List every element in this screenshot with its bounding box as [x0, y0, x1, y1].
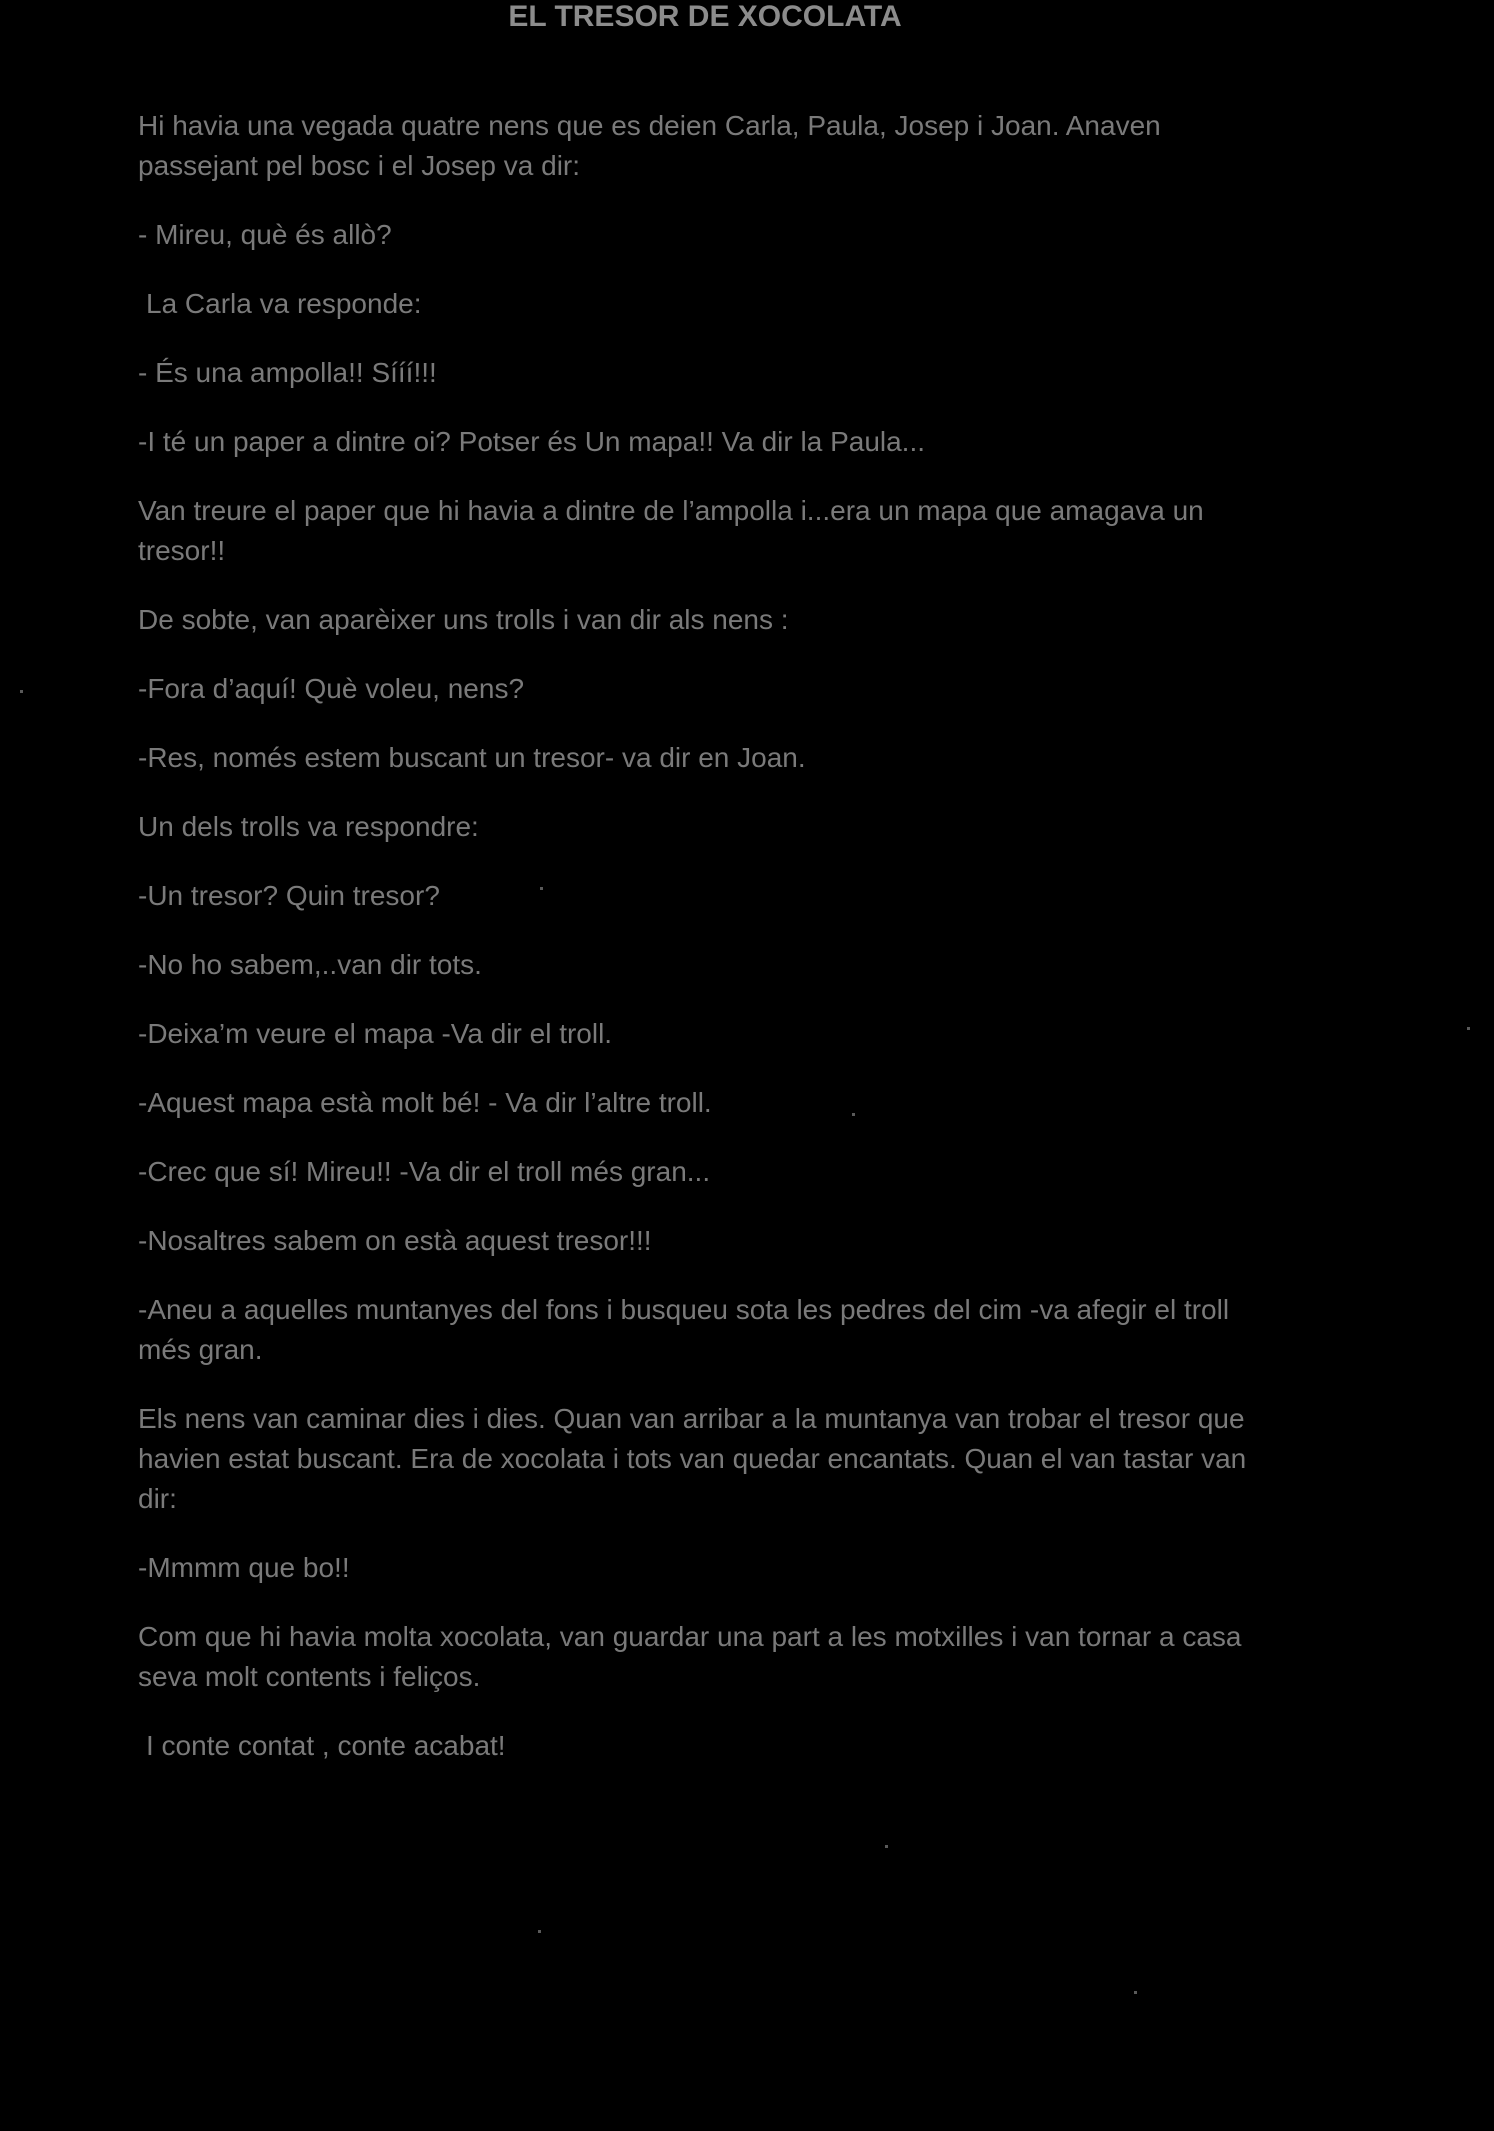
scan-speck: [538, 1930, 541, 1933]
story-paragraph: -Nosaltres sabem on està aquest tresor!!!: [138, 1225, 652, 1256]
story-paragraph: - Mireu, què és allò?: [138, 219, 392, 250]
story-paragraph: -Mmmm que bo!!: [138, 1552, 350, 1583]
scan-speck: [20, 690, 23, 693]
scan-speck: [852, 1113, 855, 1116]
story-paragraph: Van treure el paper que hi havia a dintre de l’ampolla i...era un mapa que amagava un tresor!!: [138, 495, 1204, 566]
story-paragraph: -No ho sabem,..van dir tots.: [138, 949, 482, 980]
document-title: EL TRESOR DE XOCOLATA: [508, 0, 902, 33]
story-paragraph: - És una ampolla!! Sííí!!!: [138, 357, 437, 388]
story-paragraph: Hi havia una vegada quatre nens que es deien Carla, Paula, Josep i Joan. Anaven passejant pel bosc i el Josep va dir:: [138, 110, 1161, 181]
story-paragraph: I conte contat , conte acabat!: [146, 1730, 506, 1761]
story-paragraph: La Carla va responde:: [146, 288, 422, 319]
story-body: [138, 106, 1263, 1795]
story-paragraph: -Un tresor? Quin tresor?: [138, 880, 440, 911]
story-paragraph: Els nens van caminar dies i dies. Quan van arribar a la muntanya van trobar el tresor que havien estat buscant. Era de xocolata i tots van quedar encantats. Quan el van tastar van dir:: [138, 1403, 1247, 1514]
story-paragraph: De sobte, van aparèixer uns trolls i van dir als nens :: [138, 604, 789, 635]
story-paragraph: -I té un paper a dintre oi? Potser és Un mapa!! Va dir la Paula...: [138, 426, 926, 457]
story-paragraph: -Deixa’m veure el mapa -Va dir el troll.: [138, 1018, 613, 1049]
scan-speck: [1134, 1991, 1137, 1994]
story-paragraph: Un dels trolls va respondre:: [138, 811, 479, 842]
story-paragraph: Com que hi havia molta xocolata, van guardar una part a les motxilles i van tornar a casa seva molt contents i feliços.: [138, 1621, 1242, 1692]
story-paragraph: -Aquest mapa està molt bé! - Va dir l’altre troll.: [138, 1087, 712, 1118]
story-paragraph: -Res, només estem buscant un tresor- va dir en Joan.: [138, 742, 806, 773]
scan-speck: [1467, 1027, 1470, 1030]
story-paragraph: -Aneu a aquelles muntanyes del fons i busqueu sota les pedres del cim -va afegir el troll més gran.: [138, 1294, 1230, 1365]
story-paragraph: -Crec que sí! Mireu!! -Va dir el troll més gran...: [138, 1156, 711, 1187]
story-paragraph: -Fora d’aquí! Què voleu, nens?: [138, 673, 525, 704]
scan-speck: [540, 887, 543, 890]
scan-speck: [885, 1845, 888, 1848]
